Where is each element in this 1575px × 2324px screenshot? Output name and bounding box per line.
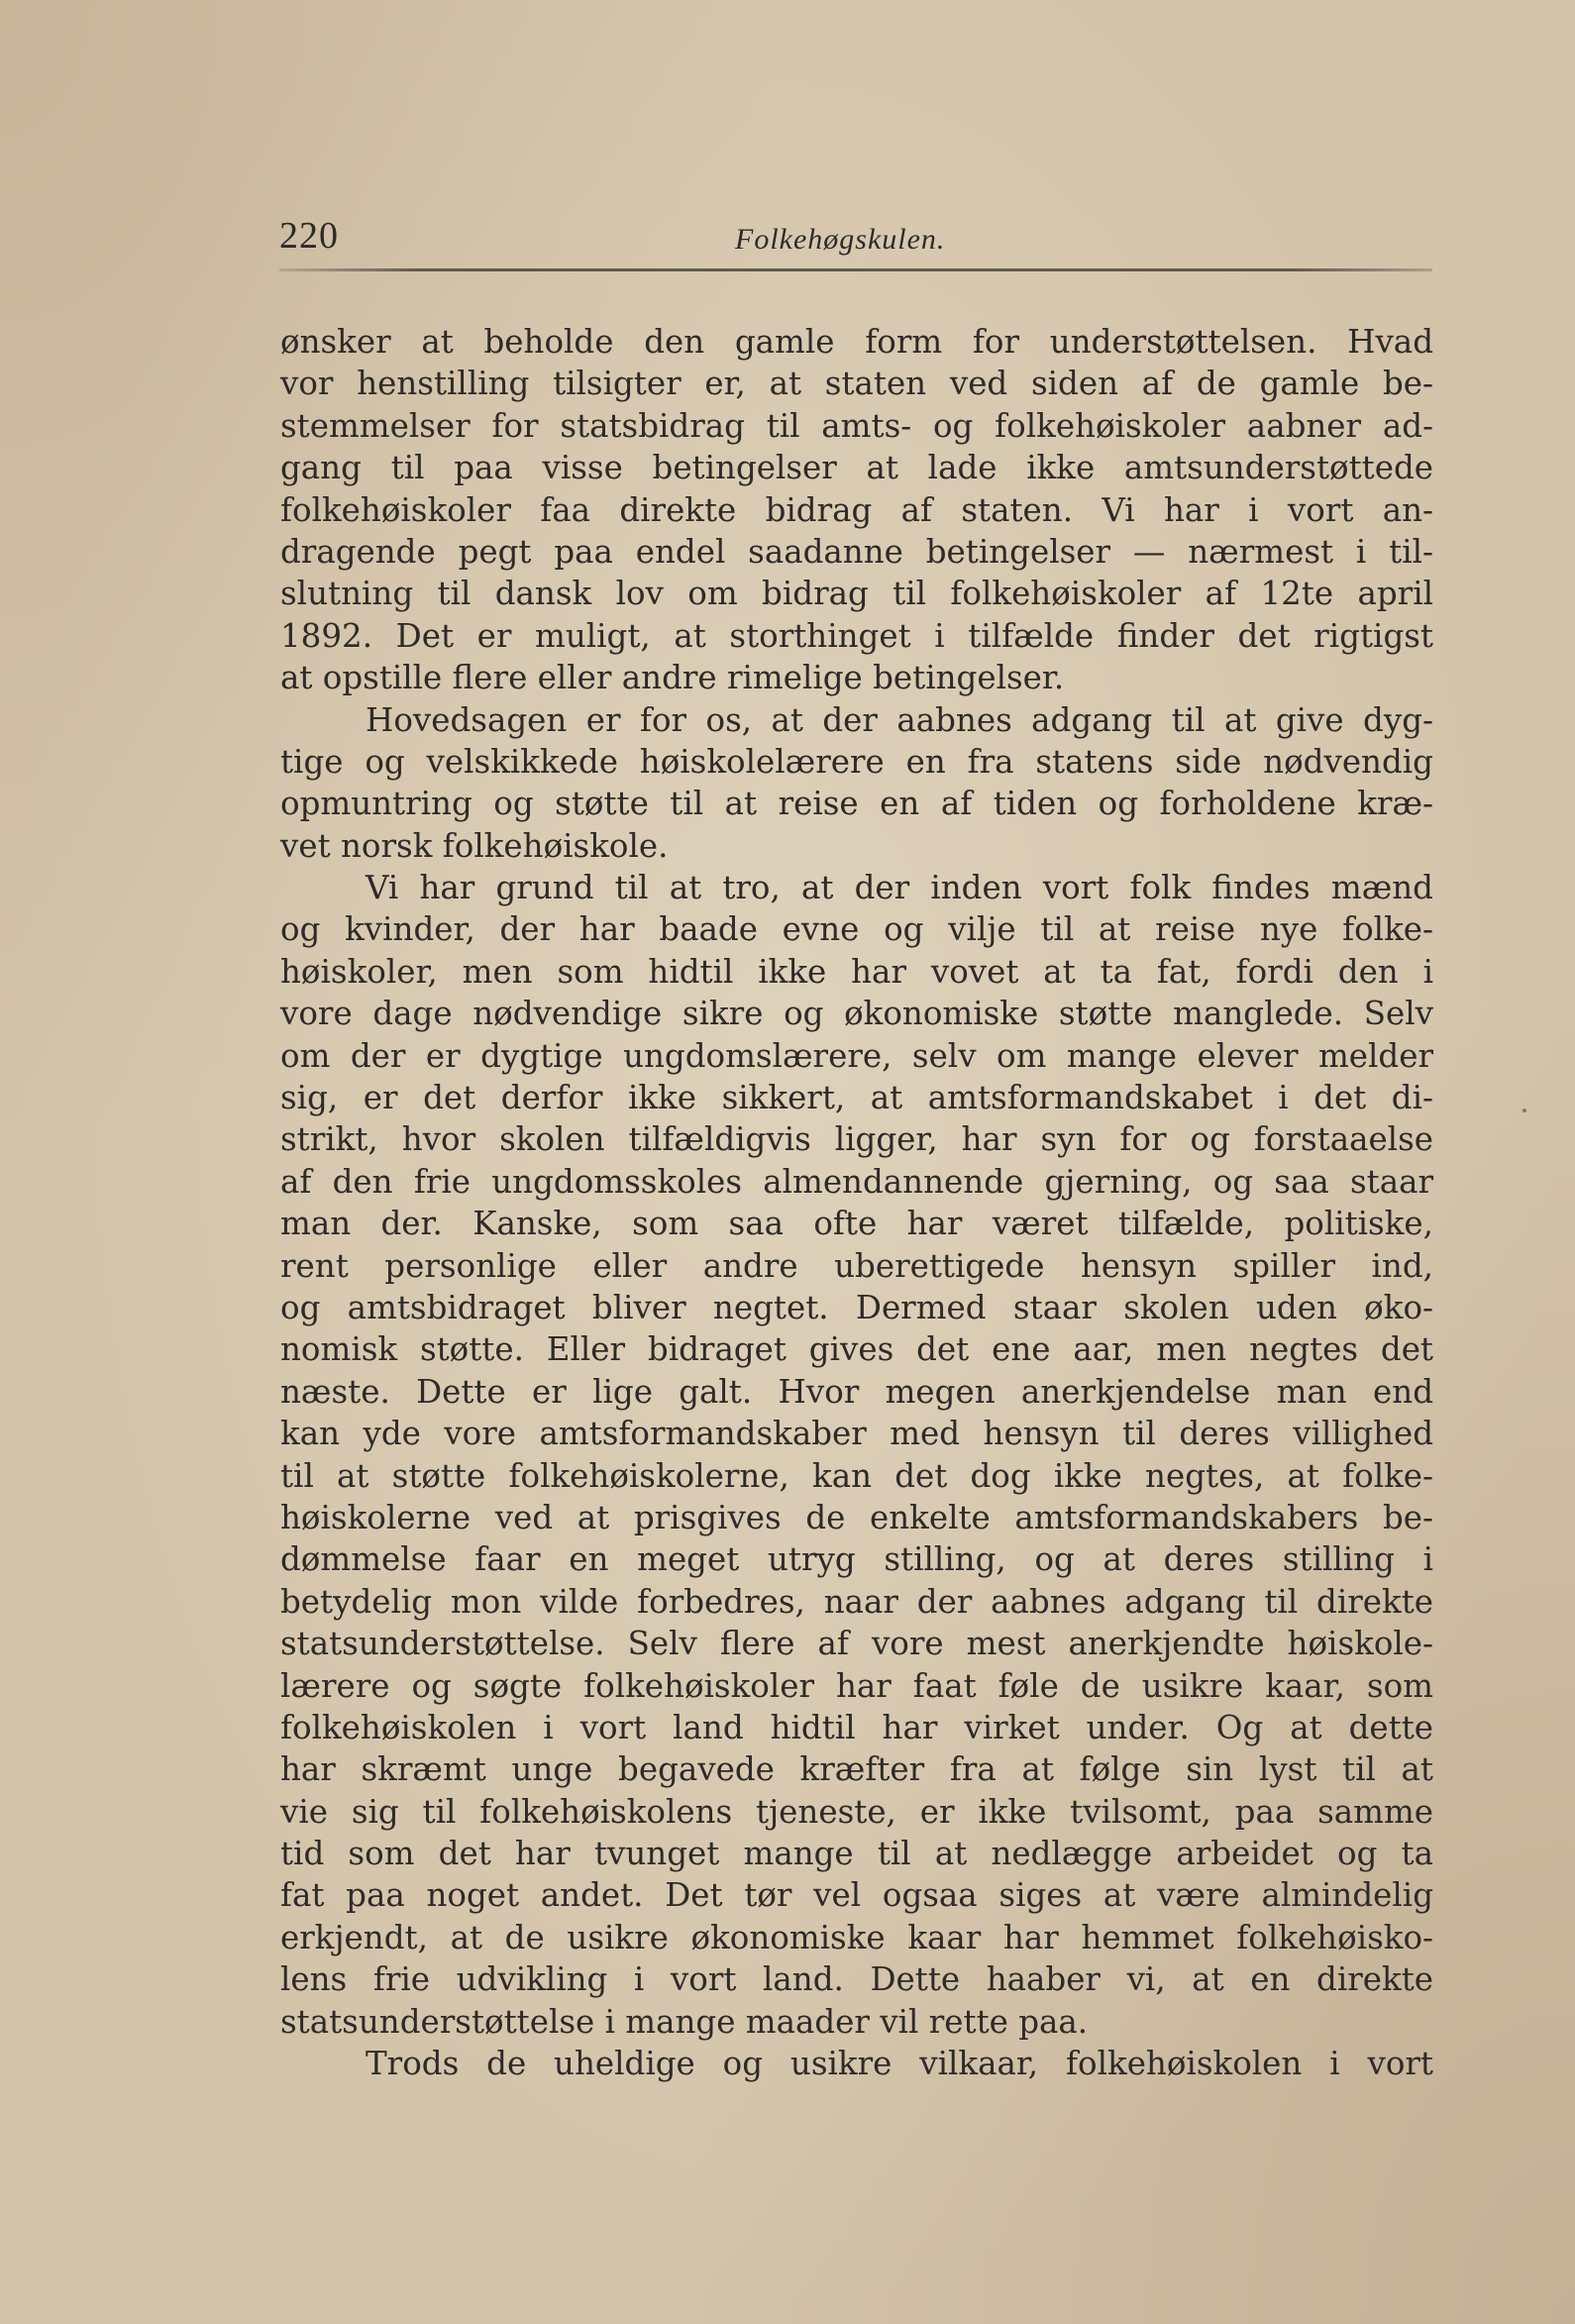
text-line: høiskolerne ved at prisgives de enkelte amtsformandskabers be-	[280, 1498, 1433, 1536]
text-line: slutning til dansk lov om bidrag til folkehøiskoler af 12te april	[280, 575, 1433, 613]
text-line: statsunderstøttelse i mange maader vil rette paa.	[280, 2002, 1089, 2041]
text-line: opmuntring og støtte til at reise en af tiden og forholdene kræ-	[280, 785, 1433, 823]
text-line: af den frie ungdomsskoles almendannende gjerning, og saa staar	[280, 1162, 1433, 1201]
text-line: strikt, hvor skolen tilfældigvis ligger, har syn for og forstaaelse	[280, 1120, 1433, 1159]
text-line: tid som det har tvunget mange til at nedlægge arbeidet og ta	[280, 1835, 1433, 1873]
text-line: man der. Kanske, som saa ofte har været tilfælde, politiske,	[280, 1205, 1433, 1243]
text-line: rent personlige eller andre uberettigede hensyn spiller ind,	[280, 1246, 1433, 1285]
text-line: næste. Dette er lige galt. Hvor megen anerkjendelse man end	[280, 1372, 1433, 1411]
text-line: og amtsbidraget bliver negtet. Dermed staar skolen uden øko-	[280, 1288, 1433, 1326]
text-line: vet norsk folkehøiskole.	[280, 826, 669, 865]
text-line: lærere og søgte folkehøiskoler har faat føle de usikre kaar, som	[280, 1666, 1433, 1705]
body-text	[280, 321, 1433, 2084]
text-line: betydelig mon vilde forbedres, naar der aabnes adgang til direkte	[280, 1582, 1433, 1621]
text-line: nomisk støtte. Eller bidraget gives det ene aar, men negtes det	[280, 1330, 1433, 1369]
text-line: 1892. Det er muligt, at storthinget i tilfælde finder det rigtigst	[280, 616, 1433, 655]
text-line: ønsker at beholde den gamle form for understøttelsen. Hvad	[280, 323, 1433, 361]
text-line: gang til paa visse betingelser at lade ikke amtsunderstøttede	[280, 449, 1433, 487]
text-line: Hovedsagen er for os, at der aabnes adgang til at give dyg-	[366, 700, 1433, 739]
text-line: til at støtte folkehøiskolerne, kan det dog ikke negtes, at folke-	[280, 1456, 1433, 1495]
text-line: statsunderstøttelse. Selv flere af vore mest anerkjendte høiskole-	[280, 1625, 1433, 1663]
paper-speck	[1522, 1109, 1526, 1112]
text-line: folkehøiskoler faa direkte bidrag af staten. Vi har i vort an-	[280, 490, 1433, 529]
text-line: erkjendt, at de usikre økonomiske kaar har hemmet folkehøisko-	[280, 1918, 1433, 1956]
text-line: kan yde vore amtsformandskaber med hensyn til deres villighed	[280, 1415, 1433, 1453]
text-line: at opstille flere eller andre rimelige betingelser.	[280, 659, 1065, 697]
text-line: sig, er det derfor ikke sikkert, at amtsformandskabet i det di-	[280, 1079, 1433, 1117]
text-line: om der er dygtige ungdomslærere, selv om mange elever melder	[280, 1036, 1433, 1075]
page-number: 220	[279, 215, 339, 257]
running-head	[279, 211, 1432, 261]
text-line: vor henstilling tilsigter er, at staten ved siden af de gamle be-	[280, 365, 1433, 403]
text-line: tige og velskikkede høiskolelærere en fra statens side nødvendig	[280, 742, 1433, 781]
running-title: Folkehøgskulen.	[735, 223, 946, 256]
text-line: lens frie udvikling i vort land. Dette haaber vi, at en direkte	[280, 1960, 1433, 1999]
text-line: folkehøiskolen i vort land hidtil har virket under. Og at dette	[280, 1708, 1433, 1746]
text-line: vore dage nødvendige sikre og økonomiske støtte manglede. Selv	[280, 995, 1433, 1033]
text-line: har skræmt unge begavede kræfter fra at følge sin lyst til at	[280, 1750, 1433, 1789]
text-line: dragende pegt paa endel saadanne betingelser — nærmest i til-	[280, 532, 1433, 571]
text-line: og kvinder, der har baade evne og vilje til at reise nye folke-	[280, 910, 1433, 949]
header-rule	[279, 268, 1432, 271]
text-line: Trods de uheldige og usikre vilkaar, folkehøiskolen i vort	[366, 2045, 1433, 2083]
text-line: vie sig til folkehøiskolens tjeneste, er ikke tvilsomt, paa samme	[280, 1792, 1433, 1831]
text-line: Vi har grund til at tro, at der inden vort folk findes mænd	[366, 869, 1433, 907]
text-line: stemmelser for statsbidrag til amts- og folkehøiskoler aabner ad-	[280, 406, 1433, 445]
text-line: høiskoler, men som hidtil ikke har vovet at ta fat, fordi den i	[280, 952, 1433, 991]
text-line: dømmelse faar en meget utryg stilling, og at deres stilling i	[280, 1540, 1433, 1579]
text-line: fat paa noget andet. Det tør vel ogsaa siges at være almindelig	[280, 1876, 1433, 1915]
